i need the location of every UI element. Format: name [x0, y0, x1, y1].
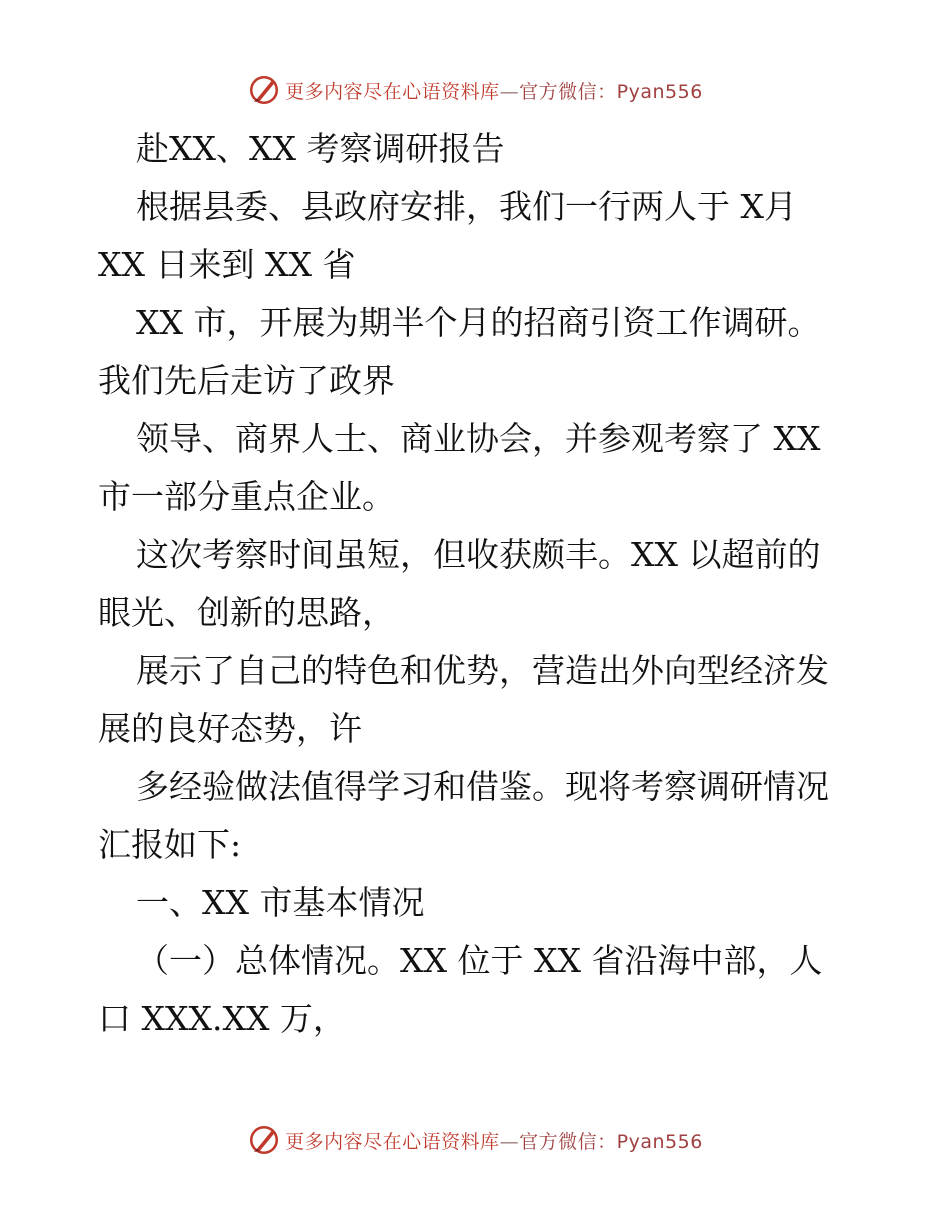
paragraph-line: 口 XXX.XX 万，	[98, 999, 346, 1038]
paragraph-line: 市一部分重点企业。	[98, 477, 395, 516]
header-banner	[0, 70, 950, 110]
document-body	[98, 120, 858, 1048]
paragraph-line: 汇报如下:	[98, 825, 242, 864]
paragraph-line: 展示了自己的特色和优势，营造出外向型经济发	[136, 651, 829, 690]
paragraph-line: XX 市，开展为期半个月的招商引资工作调研。	[136, 303, 821, 342]
pen-logo-icon	[247, 1123, 281, 1157]
banner-site-name: 更多内容尽在心语资料库	[285, 80, 500, 103]
paragraph-line: 这次考察时间虽短，但收获颇丰。XX 以超前的	[136, 535, 821, 574]
banner-text	[285, 77, 703, 104]
pen-logo-icon	[247, 73, 281, 107]
paragraph-line: XX 日来到 XX 省	[98, 245, 356, 284]
paragraph-line: 根据县委、县政府安排，我们一行两人于 X月	[136, 187, 797, 226]
paragraph-line: （一）总体情况。XX 位于 XX 省沿海中部，人	[136, 941, 823, 980]
banner-wechat: 官方微信：Pyan556	[519, 1130, 703, 1153]
banner-separator: —	[499, 80, 520, 103]
footer-banner	[0, 1120, 950, 1160]
paragraph-line: 眼光、创新的思路，	[98, 593, 395, 632]
paragraph-line: 多经验做法值得学习和借鉴。现将考察调研情况	[136, 767, 829, 806]
banner-wechat: 官方微信：Pyan556	[519, 80, 703, 103]
banner-text	[285, 1127, 703, 1154]
section-heading: 一、XX 市基本情况	[136, 883, 425, 922]
banner-separator: —	[499, 1130, 520, 1153]
paragraph-line: 领导、商界人士、商业协会，并参观考察了 XX	[136, 419, 821, 458]
paragraph-line: 我们先后走访了政界	[98, 361, 395, 400]
banner-site-name: 更多内容尽在心语资料库	[285, 1130, 500, 1153]
document-title: 赴XX、XX 考察调研报告	[136, 129, 505, 168]
paragraph-line: 展的良好态势，许	[98, 709, 362, 748]
